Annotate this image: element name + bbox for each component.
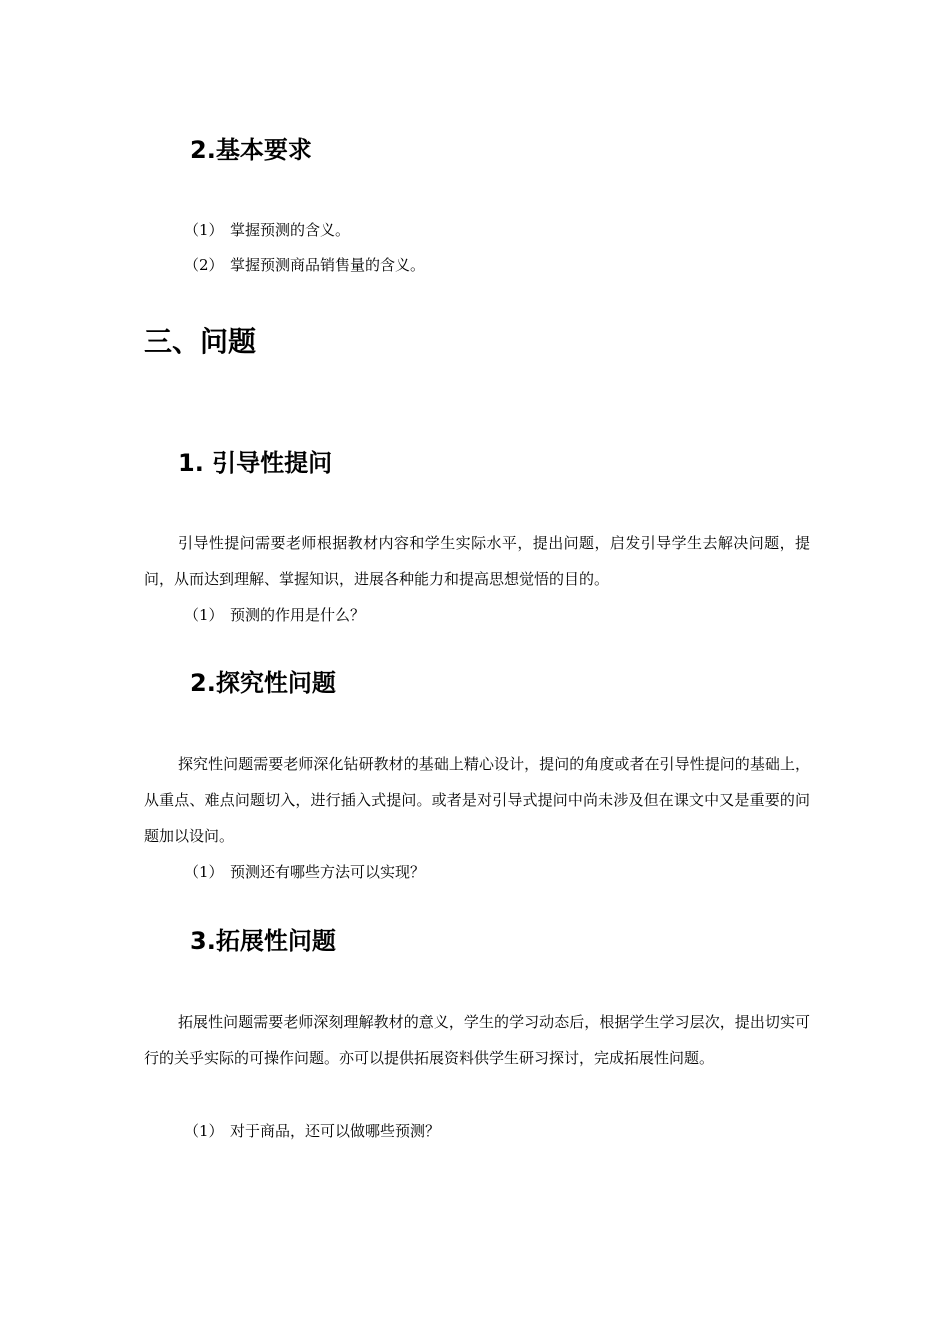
heading-extended-questions: 3.拓展性问题 bbox=[190, 927, 336, 955]
item-number: （2） bbox=[184, 256, 224, 274]
item-number: （1） bbox=[184, 606, 224, 624]
list-item bbox=[184, 861, 425, 883]
list-item bbox=[184, 604, 365, 626]
heading-guiding-questions: 1. 引导性提问 bbox=[178, 449, 333, 477]
paragraph-exploratory-questions: 探究性问题需要老师深化钻研教材的基础上精心设计，提问的角度或者在引导性提问的基础上，从重点、难点问题切入，进行插入式提问。或者是对引导式提问中尚未涉及但在课文中又是重要的问题加以设问。 bbox=[144, 755, 810, 845]
item-number: （1） bbox=[184, 221, 224, 239]
item-number: （1） bbox=[184, 863, 224, 881]
item-number: （1） bbox=[184, 1122, 224, 1140]
paragraph-guiding-questions: 引导性提问需要老师根据教材内容和学生实际水平，提出问题，启发引导学生去解决问题，提问，从而达到理解、掌握知识，进展各种能力和提高思想觉悟的目的。 bbox=[144, 534, 810, 588]
heading-questions: 三、问题 bbox=[144, 325, 257, 358]
item-text: 预测的作用是什么？ bbox=[230, 606, 366, 624]
list-item bbox=[184, 219, 350, 241]
item-text: 预测还有哪些方法可以实现？ bbox=[230, 863, 426, 881]
list-item bbox=[184, 254, 425, 276]
list-item bbox=[184, 1120, 440, 1142]
heading-basic-requirements: 2.基本要求 bbox=[190, 136, 312, 164]
heading-exploratory-questions: 2.探究性问题 bbox=[190, 669, 336, 697]
item-text: 掌握预测商品销售量的含义。 bbox=[230, 256, 426, 274]
item-text: 掌握预测的含义。 bbox=[230, 221, 351, 239]
paragraph-extended-questions: 拓展性问题需要老师深刻理解教材的意义，学生的学习动态后，根据学生学习层次，提出切实可行的关乎实际的可操作问题。亦可以提供拓展资料供学生研习探讨，完成拓展性问题。 bbox=[144, 1013, 810, 1067]
item-text: 对于商品，还可以做哪些预测？ bbox=[230, 1122, 441, 1140]
